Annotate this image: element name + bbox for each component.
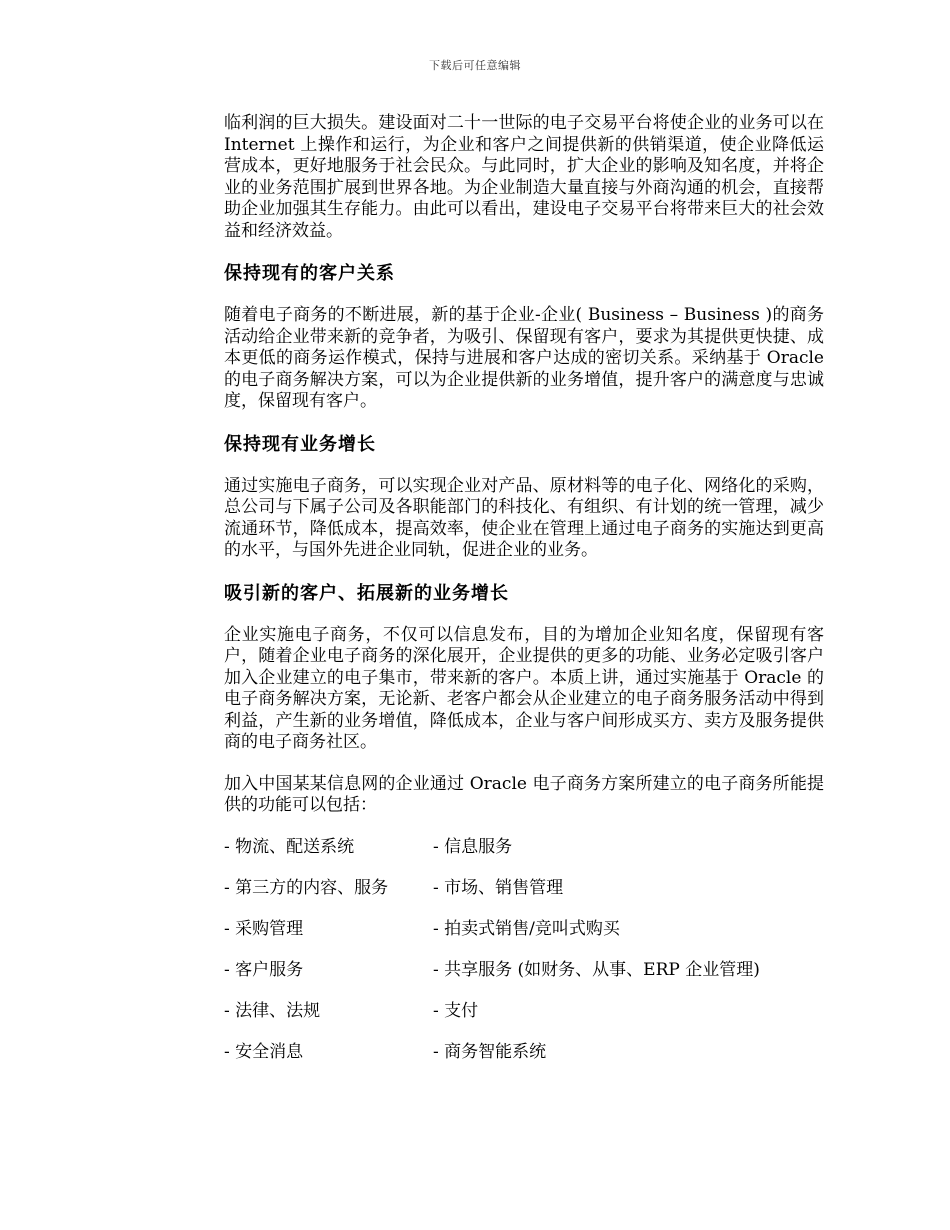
feature-row <box>224 960 824 1001</box>
feature-item: - 市场、销售管理 <box>433 877 564 898</box>
feature-item: - 拍卖式销售/竞叫式购买 <box>433 918 620 939</box>
feature-row <box>224 919 824 960</box>
feature-item: - 客户服务 <box>224 959 304 980</box>
section-heading-business-growth: 保持现有业务增长 <box>224 433 376 455</box>
feature-item: - 信息服务 <box>433 836 513 857</box>
section-heading-customer-relations: 保持现有的客户关系 <box>224 263 395 284</box>
feature-item: - 共享服务 (如财务、从事、ERP 企业管理) <box>433 959 760 980</box>
section-heading-new-customers: 吸引新的客户、拓展新的业务增长 <box>224 582 509 604</box>
closing-paragraph: 加入中国某某信息网的企业通过 Oracle 电子商务方案所建立的电子商务所能提供的功能可以包括： <box>224 773 824 815</box>
intro-paragraph: 临利润的巨大损失。建设面对二十一世际的电子交易平台将使企业的业务可以在 Internet 上操作和运行，为企业和客户之间提供新的供销渠道，使企业降低运营成本，更好地服务于社会民众。与此同时，扩大企业的影响及知名度，并将企业的业务范围扩展到世界各地。为企业制造大量直接与外商沟通的机会，直接帮助企业加强其生存能力。由此可以看出，建设电子交易平台将带来巨大的社会效益和经济效益。 <box>224 113 824 241</box>
feature-row <box>224 837 824 878</box>
feature-item: - 第三方的内容、服务 <box>224 877 389 898</box>
feature-row <box>224 1001 824 1042</box>
page-header-note: 下载后可任意编辑 <box>429 59 521 72</box>
section-paragraph-customer-relations: 随着电子商务的不断进展，新的基于企业-企业( Business – Business )的商务活动给企业带来新的竞争者，为吸引、保留现有客户，要求为其提供更快捷、成本更低的商务运作模式，保持与进展和客户达成的密切关系。采纳基于 Oracle 的电子商务解决方案，可以为企业提供新的业务增值，提升客户的满意度与忠诚度，保留现有客户。 <box>224 305 824 411</box>
feature-list <box>224 837 824 1083</box>
section-paragraph-business-growth: 通过实施电子商务，可以实现企业对产品、原材料等的电子化、网络化的采购，总公司与下属子公司及各职能部门的科技化、有组织、有计划的统一管理，减少流通环节，降低成本，提高效率，使企业在管理上通过电子商务的实施达到更高的水平，与国外先进企业同轨，促进企业的业务。 <box>224 475 824 560</box>
feature-item: - 商务智能系统 <box>433 1041 547 1062</box>
section-paragraph-new-customers: 企业实施电子商务，不仅可以信息发布，目的为增加企业知名度，保留现有客户，随着企业电子商务的深化展开，企业提供的更多的功能、业务必定吸引客户加入企业建立的电子集市，带来新的客户。本质上讲，通过实施基于 Oracle 的电子商务解决方案，无论新、老客户都会从企业建立的电子商务服务活动中得到利益，产生新的业务增值，降低成本，企业与客户间形成买方、卖方及服务提供商的电子商务社区。 <box>224 624 824 752</box>
feature-item: - 安全消息 <box>224 1041 304 1062</box>
feature-item: - 支付 <box>433 1000 479 1021</box>
feature-item: - 物流、配送系统 <box>224 836 355 857</box>
feature-item: - 法律、法规 <box>224 1000 321 1021</box>
feature-row <box>224 878 824 919</box>
feature-row <box>224 1042 824 1083</box>
document-body <box>224 113 824 1083</box>
feature-item: - 采购管理 <box>224 918 304 939</box>
